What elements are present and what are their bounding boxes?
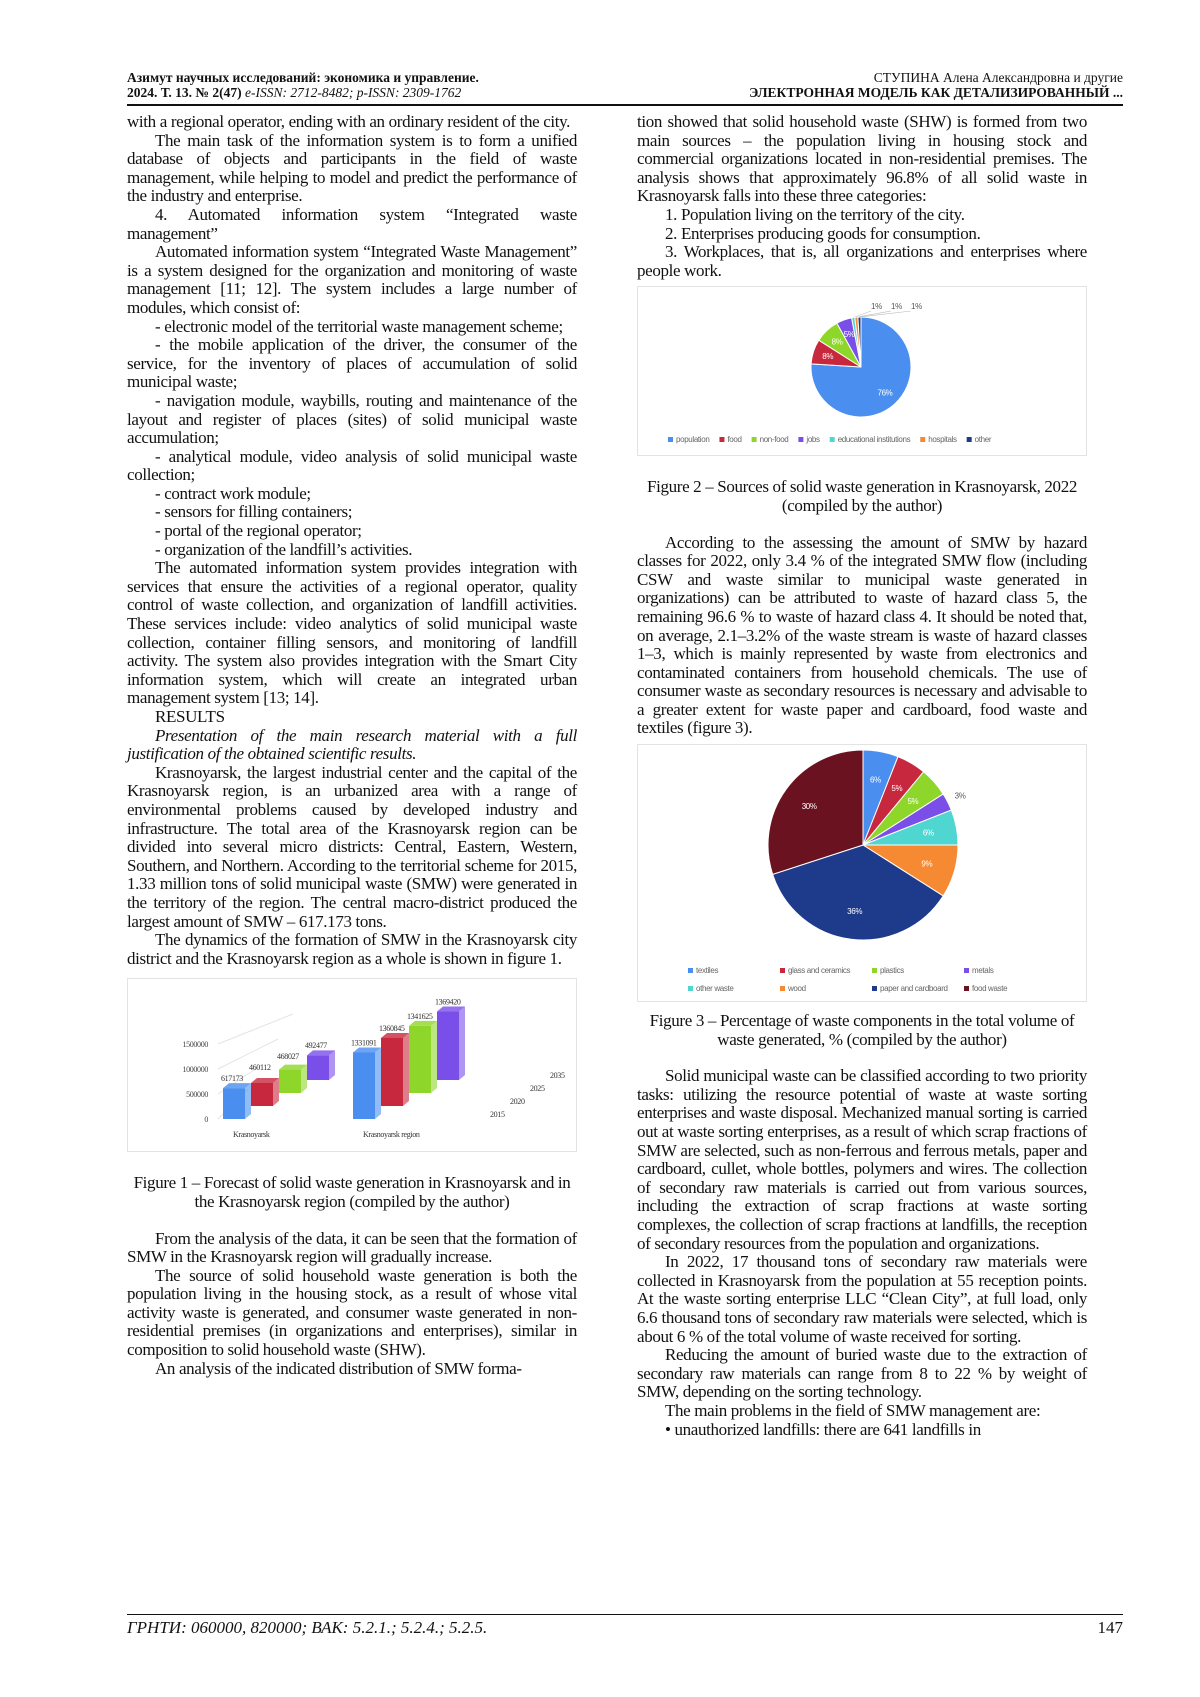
- y-tick-label: 1000000: [182, 1065, 208, 1075]
- paragraph: - portal of the regional operator;: [155, 521, 362, 541]
- journal-name: Азимут научных исследований: экономика и управление.: [127, 70, 479, 85]
- paragraph: 3. Workplaces, that is, all organizations and enterprises where people work.: [637, 242, 1087, 280]
- data-label: 1%: [911, 302, 922, 312]
- bar-value-label: 492477: [305, 1041, 327, 1051]
- legend-label: wood: [788, 984, 806, 994]
- paragraph: According to the assessing the amount of SMW by hazard classes for 2022, only 3.4 % of the integrated SMW flow (including CSW and waste similar to municipal waste generated in organizations) can be attributed to waste of hazard class 5, the remaining 96.6 % to waste of hazard class 4. It should be noted that, on average, 2.1–3.2% of the waste stream is waste of hazard classes 1–3, which is mainly represented by waste from electronics and contaminated containers from household chemicals. The use of consumer waste as secondary resources is necessary and advisable to a greater extent for waste paper and cardboard, food waste and textiles (figure 3).: [637, 532, 1087, 738]
- y-tick-label: 1500000: [182, 1040, 208, 1050]
- legend-swatch: [920, 437, 925, 442]
- x-category-label: Krasnoyarsk: [233, 1130, 270, 1140]
- left-column: [127, 113, 577, 1378]
- figure-3-caption: Figure 3 – Percentage of waste components in the total volume of waste generated, % (compiled by the author): [649, 1011, 1075, 1049]
- paragraph: tion showed that solid household waste (SHW) is formed from two main sources – the population living in housing stock and commercial organizations located in non-residential premises. The analysis shows that approximately 96.8% of all solid waste in Krasnoyarsk falls into these three categories:: [637, 112, 1087, 206]
- data-label: 9%: [921, 859, 933, 869]
- legend-swatch: [964, 968, 969, 973]
- paragraph: Automated information system “Integrated Waste Management” is a system designed for the organization and monitoring of waste management [11; 12]. The system includes a large number of modules, which consist of:: [127, 242, 577, 317]
- bar-side: [431, 1021, 437, 1093]
- figure-2: [637, 286, 1087, 456]
- bar: [279, 1070, 301, 1093]
- paragraph: Solid municipal waste can be classified according to two priority tasks: utilizing the resource potential of waste at waste sorting enterprises and waste disposal. Mechanized manual sorting is carried out at waste sorting enterprises, as a result of which scrap fractions of SMW are selected, such as non-ferrous and ferrous metals, paper and cardboard, cullet, whole bottles, polymers and wires. The collection of secondary raw materials is carried out from various sources, including the extraction of scrap fractions at waste sorting complexes, the collection of scrap fractions at landfills, the reception of secondary resources from the population and organizations.: [637, 1066, 1087, 1253]
- y-tick-label: 0: [204, 1115, 208, 1125]
- data-label: 36%: [847, 907, 863, 917]
- bar-value-label: 468027: [277, 1052, 299, 1062]
- right-column: [637, 113, 1087, 1439]
- bar-value-label: 460112: [249, 1063, 271, 1073]
- legend-label: hospitals: [928, 435, 957, 445]
- article-authors: СТУПИНА Алена Александровна и другие: [873, 70, 1123, 85]
- bar: [353, 1053, 375, 1120]
- figure-3: [637, 744, 1087, 1002]
- page-number: 147: [1097, 1618, 1123, 1637]
- bar-side: [375, 1048, 381, 1120]
- data-label: 5%: [891, 783, 903, 793]
- legend-swatch: [780, 986, 785, 991]
- article-title: ЭЛЕКТРОННАЯ МОДЕЛЬ КАК ДЕТАЛИЗИРОВАННЫЙ ...: [749, 85, 1123, 100]
- legend-swatch: [752, 437, 757, 442]
- paragraph: 2. Enterprises producing goods for consumption.: [665, 223, 981, 243]
- legend-swatch: [688, 986, 693, 991]
- data-label: 5%: [843, 330, 855, 340]
- bar-side: [245, 1083, 251, 1119]
- series-depth-label: 2025: [530, 1084, 545, 1094]
- footer-rule: [127, 1614, 1123, 1615]
- legend-swatch: [798, 437, 803, 442]
- legend-label: food waste: [972, 984, 1008, 994]
- legend-swatch: [780, 968, 785, 973]
- legend-label: metals: [972, 966, 994, 976]
- paragraph: - contract work module;: [155, 483, 311, 503]
- paragraph: Presentation of the main research material with a full justification of the obtained scientific results.: [127, 725, 577, 764]
- paragraph: Reducing the amount of buried waste due to the extraction of secondary raw materials can range from 8 to 22 % by weight of SMW, depending on the sorting technology.: [637, 1345, 1087, 1402]
- paragraph: - analytical module, video analysis of solid municipal waste collection;: [127, 446, 577, 485]
- legend-label: jobs: [806, 435, 820, 445]
- footer: [127, 1618, 1123, 1638]
- legend-label: educational institutions: [837, 435, 911, 445]
- paragraph: From the analysis of the data, it can be seen that the formation of SMW in the Krasnoyarsk region will gradually increase.: [127, 1228, 577, 1267]
- bar: [223, 1088, 245, 1119]
- legend-label: other: [974, 435, 992, 445]
- legend-label: paper and cardboard: [880, 984, 948, 994]
- journal-issn: e-ISSN: 2712-8482; p-ISSN: 2309-1762: [244, 85, 462, 100]
- series-depth-label: 2015: [490, 1110, 505, 1120]
- bar: [381, 1038, 403, 1106]
- data-label: 1%: [871, 302, 882, 312]
- legend-label: population: [676, 435, 710, 445]
- bar: [251, 1083, 273, 1106]
- legend-label: non-food: [759, 435, 789, 445]
- legend-label: other waste: [696, 984, 734, 994]
- journal-header: [127, 70, 479, 100]
- legend-swatch: [967, 437, 972, 442]
- paragraph: • unauthorized landfills: there are 641 landfills in: [665, 1419, 981, 1439]
- article-header: [749, 70, 1123, 100]
- legend-swatch: [964, 986, 969, 991]
- data-label: 1%: [891, 302, 902, 312]
- legend-swatch: [688, 968, 693, 973]
- legend-swatch: [719, 437, 724, 442]
- x-category-label: Krasnoyarsk region: [363, 1130, 420, 1140]
- paragraph: The dynamics of the formation of SMW in the Krasnoyarsk city district and the Krasnoyarsk region as a whole is shown in figure 1.: [127, 930, 577, 968]
- legend-swatch: [668, 437, 673, 442]
- data-label: 8%: [822, 352, 834, 362]
- data-label: 6%: [870, 775, 881, 785]
- bar-value-label: 1341625: [407, 1012, 433, 1022]
- footer-classifiers: ГРНТИ: 060000, 820000; ВАК: 5.2.1.; 5.2.4.; 5.2.5.: [127, 1618, 488, 1637]
- series-depth-label: 2020: [510, 1097, 525, 1107]
- data-label: 8%: [831, 337, 843, 347]
- bar-side: [459, 1007, 465, 1080]
- bar: [437, 1012, 459, 1080]
- legend-label: textiles: [696, 966, 719, 976]
- paragraph: The main problems in the field of SMW management are:: [665, 1400, 1041, 1420]
- paragraph: 1. Population living on the territory of the city.: [665, 204, 965, 224]
- journal-issue: 2024. Т. 13. № 2(47): [127, 85, 242, 100]
- bar: [307, 1056, 329, 1081]
- bar-value-label: 1360845: [379, 1024, 405, 1034]
- bar-side: [403, 1033, 409, 1106]
- paragraph: An analysis of the indicated distribution of SMW forma-: [155, 1358, 522, 1378]
- bar-side: [329, 1051, 335, 1081]
- legend-label: glass and ceramics: [788, 966, 851, 976]
- paragraph: - electronic model of the territorial waste management scheme;: [155, 316, 563, 336]
- figure-1: [127, 978, 577, 1152]
- figure-1-caption: Figure 1 – Forecast of solid waste generation in Krasnoyarsk and in the Krasnoyarsk region (compiled by the author): [133, 1173, 571, 1211]
- paragraph: In 2022, 17 thousand tons of secondary raw materials were collected in Krasnoyarsk from the population at 55 reception points. At the waste sorting enterprise LLC “Clean City”, at full load, only 6.6 thousand tons of secondary raw materials were selected, which is about 6 % of the total volume of waste received for sorting.: [637, 1252, 1087, 1346]
- paragraph: The source of solid household waste generation is both the population living in the housing stock, as a result of whose vital activity waste is generated, and consumer waste generated in non-residential premises (in organizations and enterprises), similar in composition to solid household waste (SHW).: [127, 1265, 577, 1360]
- series-depth-label: 2035: [550, 1071, 565, 1081]
- data-label: 5%: [907, 797, 919, 807]
- paragraph: - sensors for filling containers;: [155, 502, 353, 522]
- data-label: 3%: [954, 791, 966, 801]
- bar-value-label: 1369420: [435, 997, 461, 1007]
- data-label: 76%: [877, 388, 893, 398]
- paragraph: RESULTS: [155, 707, 225, 726]
- data-label: 30%: [801, 801, 817, 811]
- data-label: 6%: [922, 828, 934, 838]
- legend-swatch: [872, 986, 877, 991]
- legend-swatch: [830, 437, 835, 442]
- gridline: [218, 1014, 293, 1044]
- paragraph: - the mobile application of the driver, the consumer of the service, for the inventory of places of accumulation of solid municipal waste;: [127, 335, 577, 392]
- paragraph: with a regional operator, ending with an ordinary resident of the city.: [127, 112, 571, 131]
- bar-side: [301, 1065, 307, 1093]
- bar-value-label: 617173: [221, 1074, 243, 1084]
- paragraph: The automated information system provides integration with services that ensure the activities of a regional operator, quality control of waste collection, and organization of landfill activities. These services include: video analytics of solid municipal waste collection, container filling sensors, and monitoring of landfill activity. The system also provides integration with the Smart City information system, which will create an integrated urban management system [13; 14].: [127, 558, 577, 708]
- bar: [409, 1026, 431, 1093]
- paragraph: - organization of the landfill’s activities.: [155, 539, 413, 559]
- bar-value-label: 1331091: [351, 1038, 377, 1048]
- figure-2-caption: Figure 2 – Sources of solid waste generation in Krasnoyarsk, 2022 (compiled by the author): [646, 477, 1078, 515]
- legend-swatch: [872, 968, 877, 973]
- paragraph: Krasnoyarsk, the largest industrial center and the capital of the Krasnoyarsk region, is an urbanized area with a range of environmental problems caused by developed industry and infrastructure. The total area of the Krasnoyarsk region can be divided into several micro districts: Central, Eastern, Western, Southern, and Northern. According to the territorial scheme for 2015, 1.33 million tons of solid municipal waste (SMW) were generated in the territory of the region. The central macro-district produced the largest amount of SMW – 617.173 tons.: [127, 762, 577, 931]
- paragraph: 4. Automated information system “Integrated waste management”: [127, 204, 577, 243]
- header-rule: [127, 104, 1123, 106]
- legend-label: food: [727, 435, 742, 445]
- legend-label: plastics: [880, 966, 904, 976]
- paragraph: - navigation module, waybills, routing and maintenance of the layout and register of places (sites) of solid municipal waste accumulation;: [127, 390, 577, 448]
- y-tick-label: 500000: [186, 1090, 208, 1100]
- paragraph: The main task of the information system is to form a unified database of objects and participants in the field of waste management, while helping to model and predict the performance of the industry and enterprise.: [127, 130, 577, 206]
